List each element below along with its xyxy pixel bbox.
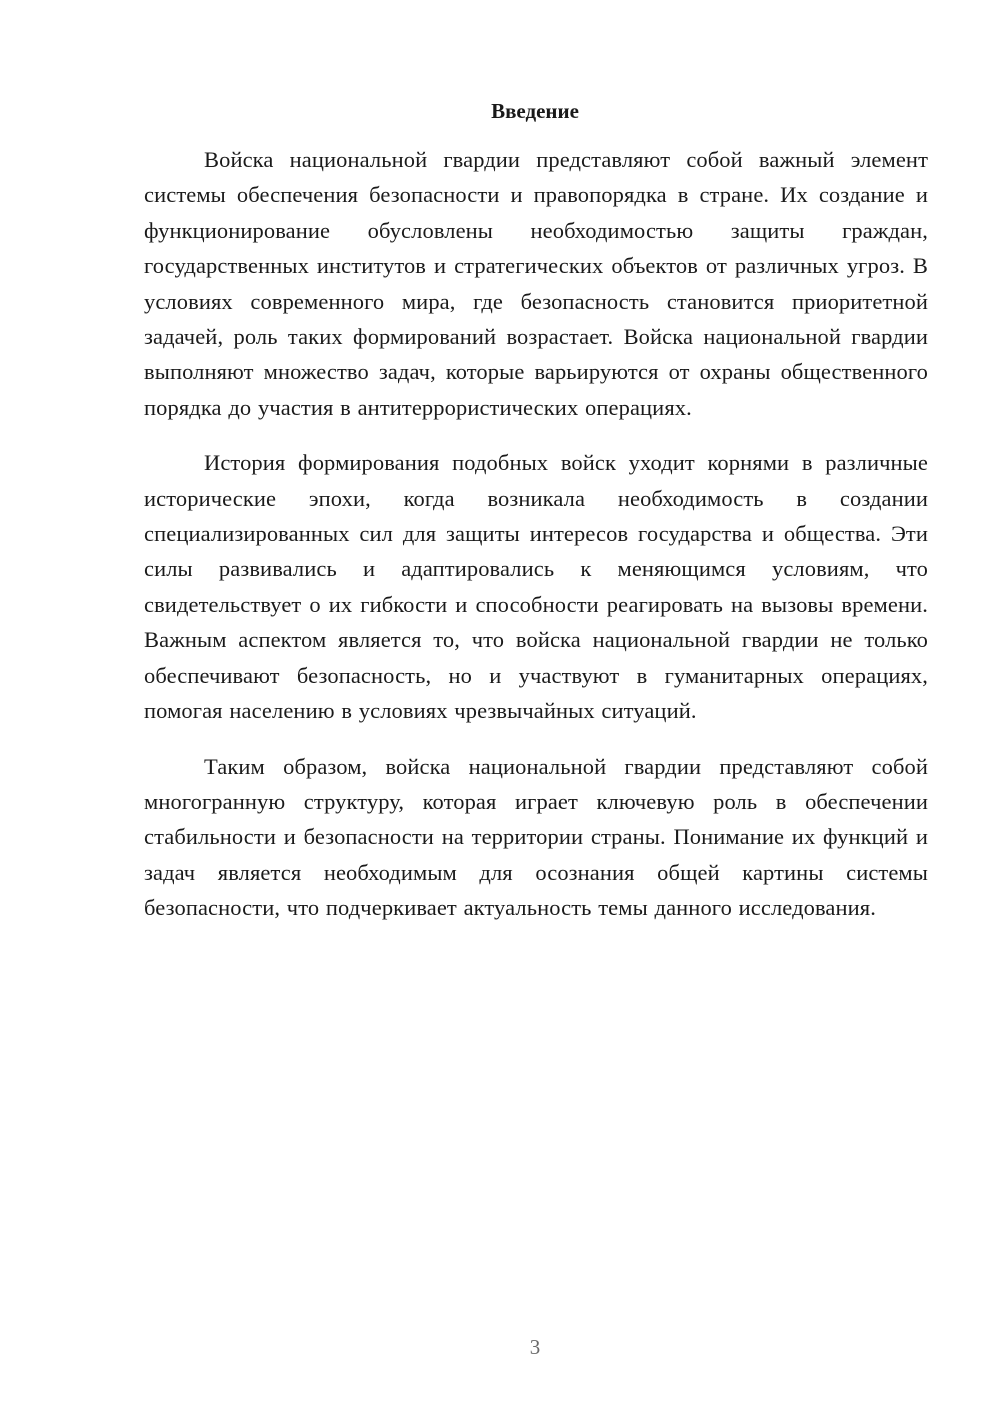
page-number: 3 (529, 1335, 541, 1359)
paragraph-2: История формирования подобных войск уходит корнями в различные исторические эпохи, когда возникала необходимость в создании специализированных сил для защиты интересов государства и общества. Эти силы развивались и адаптировались к меняющимся условиям, что свидетельствует о их гибкости и способности реагировать на вызовы времени. Важным аспектом является то, что войска национальной гвардии не только обеспечивают безопасность, но и участвуют в гуманитарных операциях, помогая населению в условиях чрезвычайных ситуаций. (144, 450, 928, 724)
body-text (144, 142, 928, 926)
section-heading: Введение (491, 99, 579, 123)
paragraph-3: Таким образом, войска национальной гвардии представляют собой многогранную структуру, которая играет ключевую роль в обеспечении стабильности и безопасности на территории страны. Понимание их функций и задач является необходимым для осознания общей картины системы безопасности, что подчеркивает актуальность темы данного исследования. (144, 753, 928, 921)
paragraph-1: Войска национальной гвардии представляют собой важный элемент системы обеспечения безопасности и правопорядка в стране. Их создание и функционирование обусловлены необходимостью защиты граждан, государственных институтов и стратегических объектов от различных угроз. В условиях современного мира, где безопасность становится приоритетной задачей, роль таких формирований возрастает. Войска национальной гвардии выполняют множество задач, которые варьируются от охраны общественного порядка до участия в антитеррористических операциях. (144, 147, 928, 420)
